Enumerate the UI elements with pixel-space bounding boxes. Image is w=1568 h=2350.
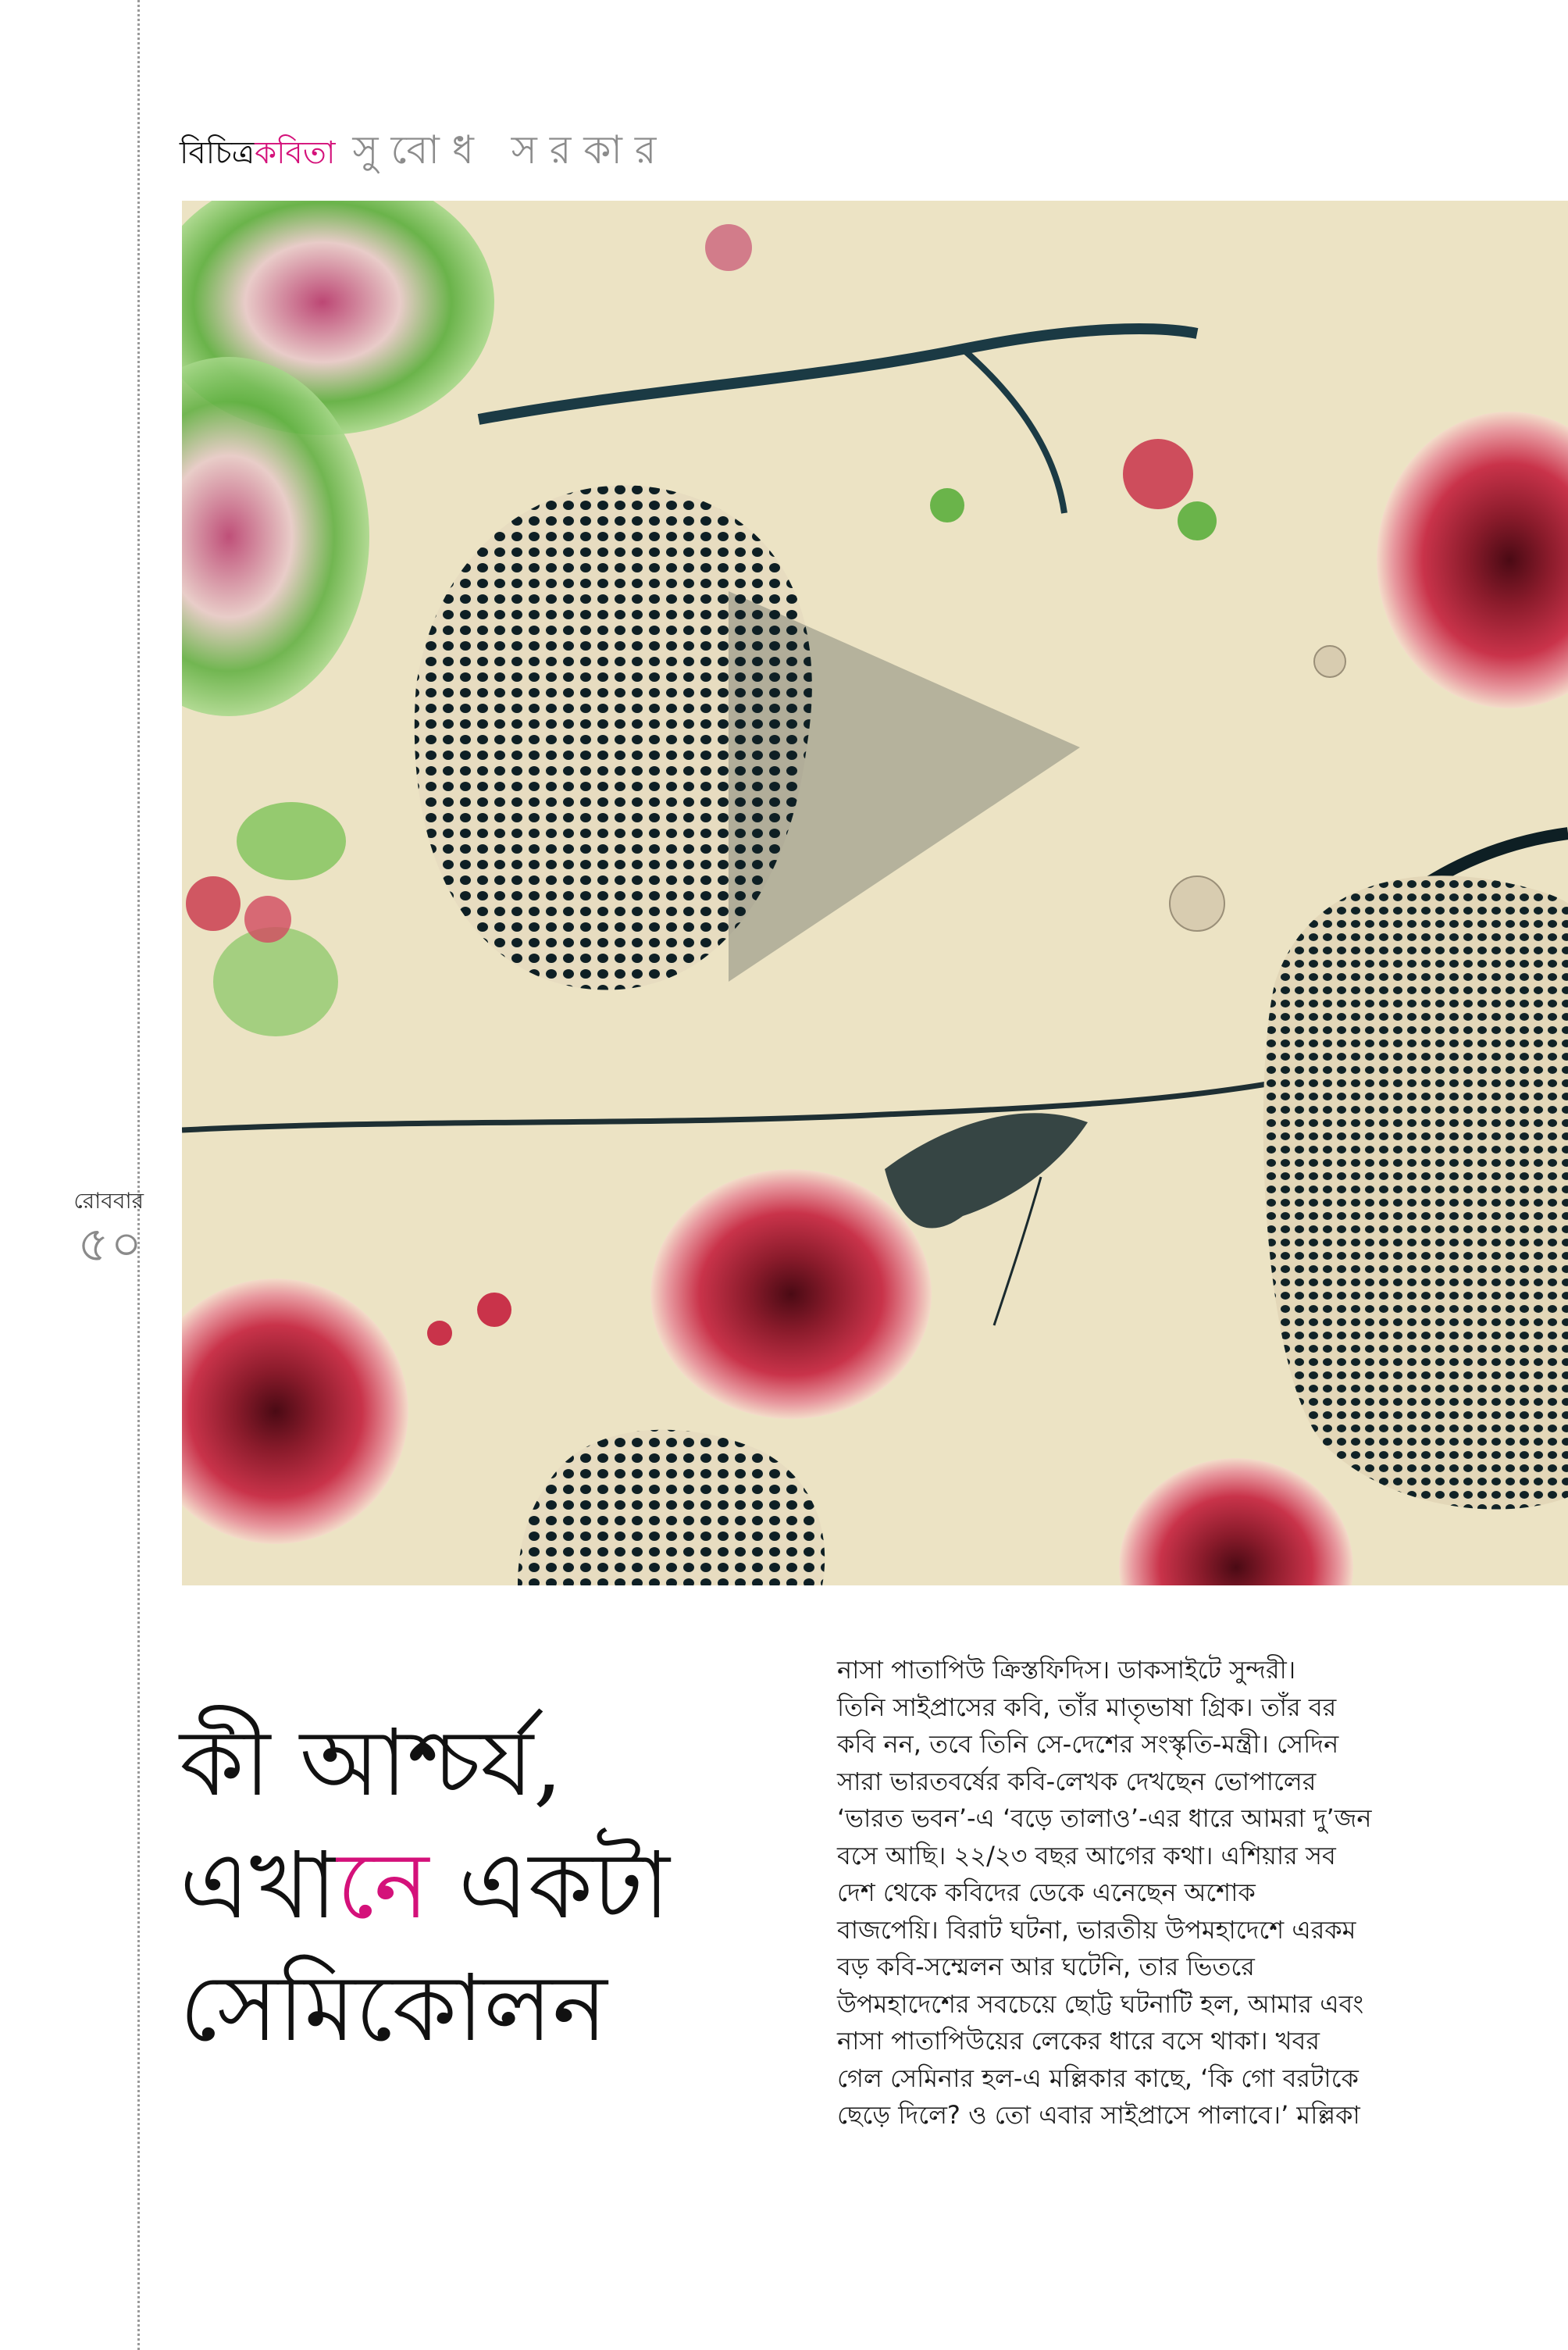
headline-line-2-start: এখা bbox=[180, 1831, 337, 1940]
series-title bbox=[180, 128, 335, 180]
body-line: দেশ থেকে কবিদের ডেকে এনেছেন অশোক bbox=[837, 1878, 1256, 1907]
body-line: সারা ভারতবর্ষের কবি-লেখক দেখছেন ভোপালের bbox=[837, 1766, 1317, 1796]
body-line: ছেড়ে দিলে? ও তো এবার সাইপ্রাসে পালাবে।’ মল্লিকা bbox=[837, 2100, 1360, 2130]
body-line: নাসা পাতাপিউয়ের লেকের ধারে বসে থাকা। খবর bbox=[837, 2026, 1320, 2056]
headline-line-2-accent: নে bbox=[337, 1831, 429, 1940]
series-accent: কবিতা bbox=[255, 135, 336, 171]
body-line: বাজপেয়ি। বিরাট ঘটনা, ভারতীয় উপমহাদেশে এরকম bbox=[837, 1914, 1356, 1945]
body-line: কবি নন, তবে তিনি সে-দেশের সংস্কৃতি-মন্ত্রী। সেদিন bbox=[837, 1729, 1339, 1759]
body-line: বড় কবি-সম্মেলন আর ঘটেনি, তার ভিতরে bbox=[837, 1952, 1255, 1981]
article-body bbox=[837, 1652, 1524, 2134]
headline-line-3: সেমিকোলন bbox=[180, 1954, 608, 2063]
body-line: বসে আছি। ২২/২৩ বছর আগের কথা। এশিয়ার সব bbox=[837, 1840, 1336, 1870]
author-name: সুবোধ সরকার bbox=[352, 127, 669, 173]
headline-line-2-end: একটা bbox=[429, 1831, 670, 1940]
article-headline bbox=[180, 1702, 804, 2070]
page-number: ৫০ bbox=[77, 1215, 144, 1272]
headline-line-2 bbox=[180, 1824, 804, 1947]
body-line: নাসা পাতাপিউ ক্রিস্তফিদিস। ডাকসাইটে সুন্দরী। bbox=[837, 1655, 1296, 1685]
body-line: ‘ভারত ভবন’-এ ‘বড়ে তালাও’-এর ধারে আমরা দু’জন bbox=[837, 1803, 1372, 1833]
abstract-painting-image bbox=[182, 201, 1568, 1585]
margin-dotted-rule bbox=[137, 0, 140, 2350]
body-line: তিনি সাইপ্রাসের কবি, তাঁর মাতৃভাষা গ্রিক। তাঁর বর bbox=[837, 1692, 1337, 1722]
body-line: উপমহাদেশের সবচেয়ে ছোট্ট ঘটনাটি হল, আমার এবং bbox=[837, 1988, 1364, 2019]
body-line: গেল সেমিনার হল-এ মল্লিকার কাছে, ‘কি গো বরটাকে bbox=[837, 2063, 1359, 2093]
magazine-name: রোববার bbox=[73, 1188, 144, 1214]
headline-line-1: কী আশ্চর্য, bbox=[180, 1709, 563, 1817]
article-header bbox=[180, 121, 669, 173]
series-prefix: বিচিত্র bbox=[180, 135, 255, 171]
